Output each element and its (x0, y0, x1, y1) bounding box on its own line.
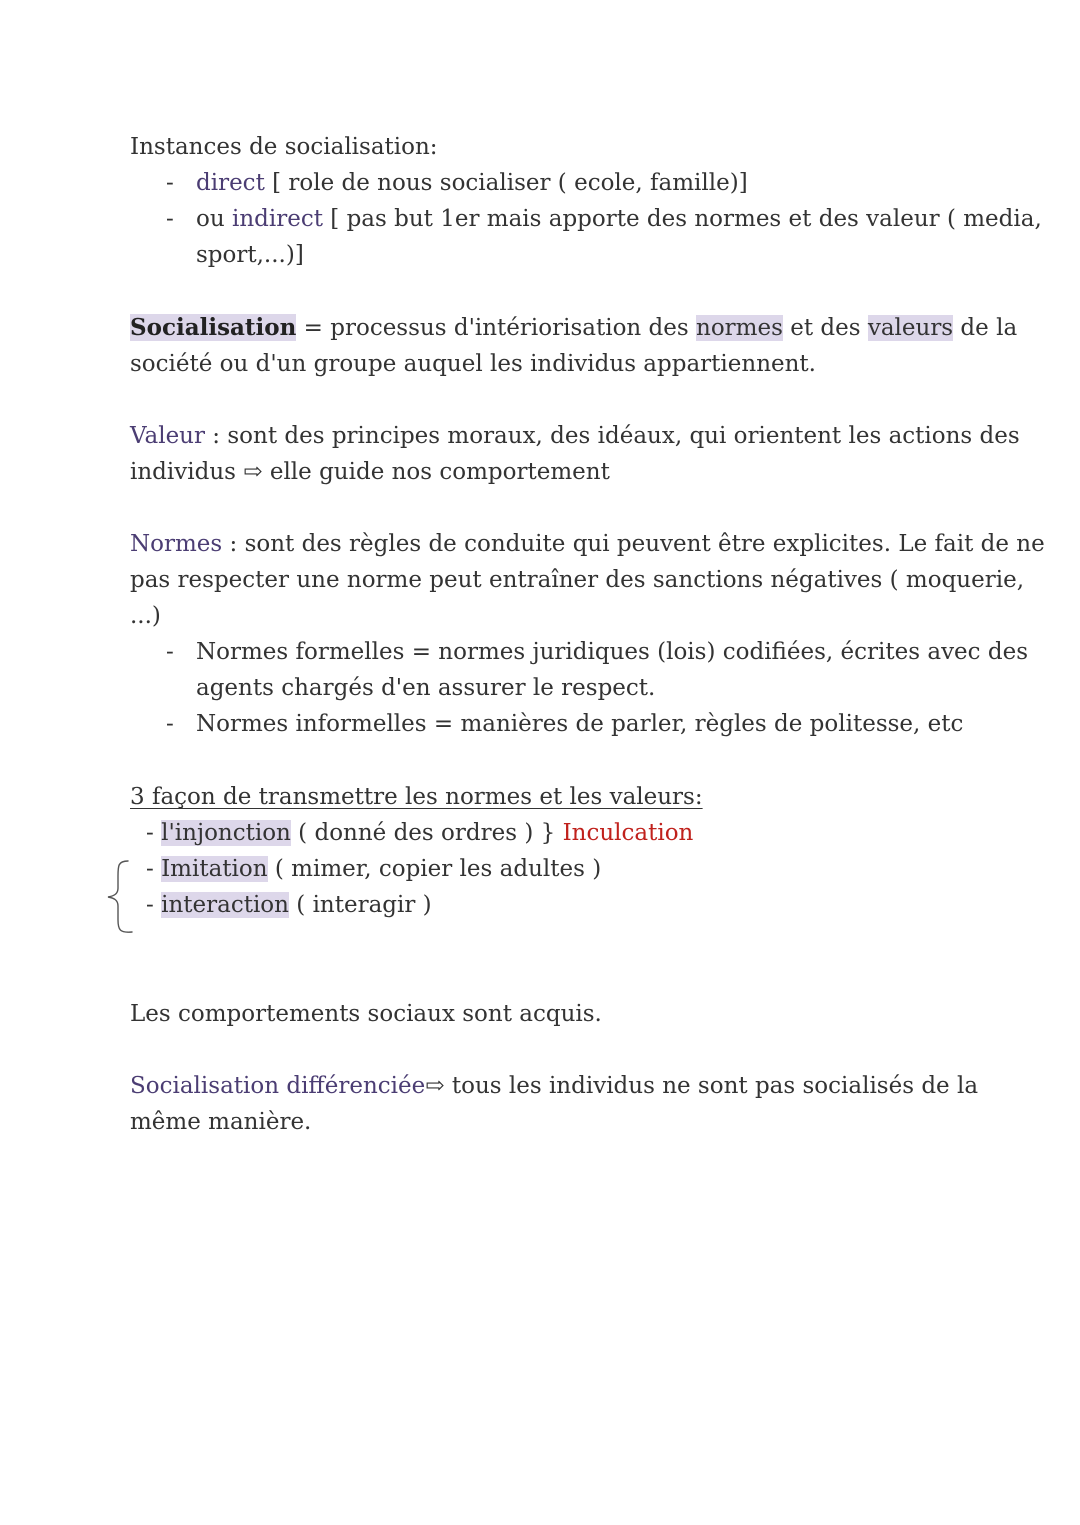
list-prefix: - (146, 856, 162, 882)
term-valeurs: valeurs (867, 315, 954, 341)
bullet-dash: - (166, 206, 174, 232)
term-socialisation-differenciee: Socialisation différenciée (130, 1073, 426, 1099)
normes-definition-line3: ...) (130, 603, 161, 629)
instance-direct (196, 165, 748, 201)
socialisation-definition (130, 310, 1017, 346)
instance-indirect-prefix: ou (196, 206, 232, 232)
bullet-dash: - (166, 170, 174, 196)
instances-title: Instances de socialisation: (130, 134, 438, 160)
socialisation-definition-line2: société ou d'un groupe auquel les individus appartiennent. (130, 351, 816, 377)
definition-text-2: et des (782, 315, 868, 341)
normes-formelles: Normes formelles = normes juridiques (lois) codifiées, écrites avec des (196, 639, 1028, 665)
transmission-item-interaction (146, 887, 432, 923)
normes-definition-line2: pas respecter une norme peut entraîner des sanctions négatives ( moquerie, (130, 567, 1025, 593)
acquis-statement: Les comportements sociaux sont acquis. (130, 1001, 602, 1027)
term-normes-heading: Normes (130, 531, 223, 557)
normes-definition (130, 526, 1045, 562)
interaction-text: ( interagir ) (288, 892, 432, 918)
normes-informelles: Normes informelles = manières de parler, règles de politesse, etc (196, 711, 964, 737)
definition-text-3: de la (953, 315, 1018, 341)
term-indirect: indirect (231, 206, 323, 232)
normes-formelles-line2: agents chargés d'en assurer le respect. (196, 675, 656, 701)
term-interaction: interaction (161, 892, 289, 918)
term-imitation: Imitation (161, 856, 268, 882)
normes-text-1: : sont des règles de conduite qui peuvent être explicites. Le fait de ne (222, 531, 1045, 557)
valeur-definition (130, 418, 1020, 454)
instance-direct-text: [ role de nous socialiser ( ecole, famille)] (264, 170, 748, 196)
term-socialisation: Socialisation (130, 314, 297, 341)
term-normes: normes (696, 315, 783, 341)
transmission-title: 3 façon de transmettre les normes et les valeurs: (130, 784, 703, 810)
differenciee-definition (130, 1068, 978, 1104)
term-direct: direct (196, 170, 265, 196)
instance-indirect-continued: sport,...)] (196, 242, 304, 268)
list-prefix: - (146, 820, 162, 846)
curly-brace-icon (104, 858, 134, 936)
transmission-item-injonction (146, 815, 693, 851)
term-injonction: l'injonction (161, 820, 291, 846)
differenciee-text: ⇨ tous les individus ne sont pas socialisés de la (425, 1073, 979, 1099)
term-valeur: Valeur (130, 423, 205, 449)
definition-text-1: = processus d'intériorisation des (296, 315, 696, 341)
bullet-dash: - (166, 711, 174, 737)
bullet-dash: - (166, 639, 174, 665)
imitation-text: ( mimer, copier les adultes ) (267, 856, 602, 882)
instance-indirect-text: [ pas but 1er mais apporte des normes et des valeur ( media, (322, 206, 1042, 232)
valeur-definition-line2: individus ⇨ elle guide nos comportement (130, 459, 610, 485)
instance-indirect (196, 201, 1042, 237)
differenciee-definition-line2: même manière. (130, 1109, 312, 1135)
term-inculcation: Inculcation (562, 820, 694, 846)
valeur-text-1: : sont des principes moraux, des idéaux, qui orientent les actions des (205, 423, 1020, 449)
list-prefix: - (146, 892, 162, 918)
injonction-text: ( donné des ordres ) } (290, 820, 563, 846)
transmission-item-imitation (146, 851, 601, 887)
